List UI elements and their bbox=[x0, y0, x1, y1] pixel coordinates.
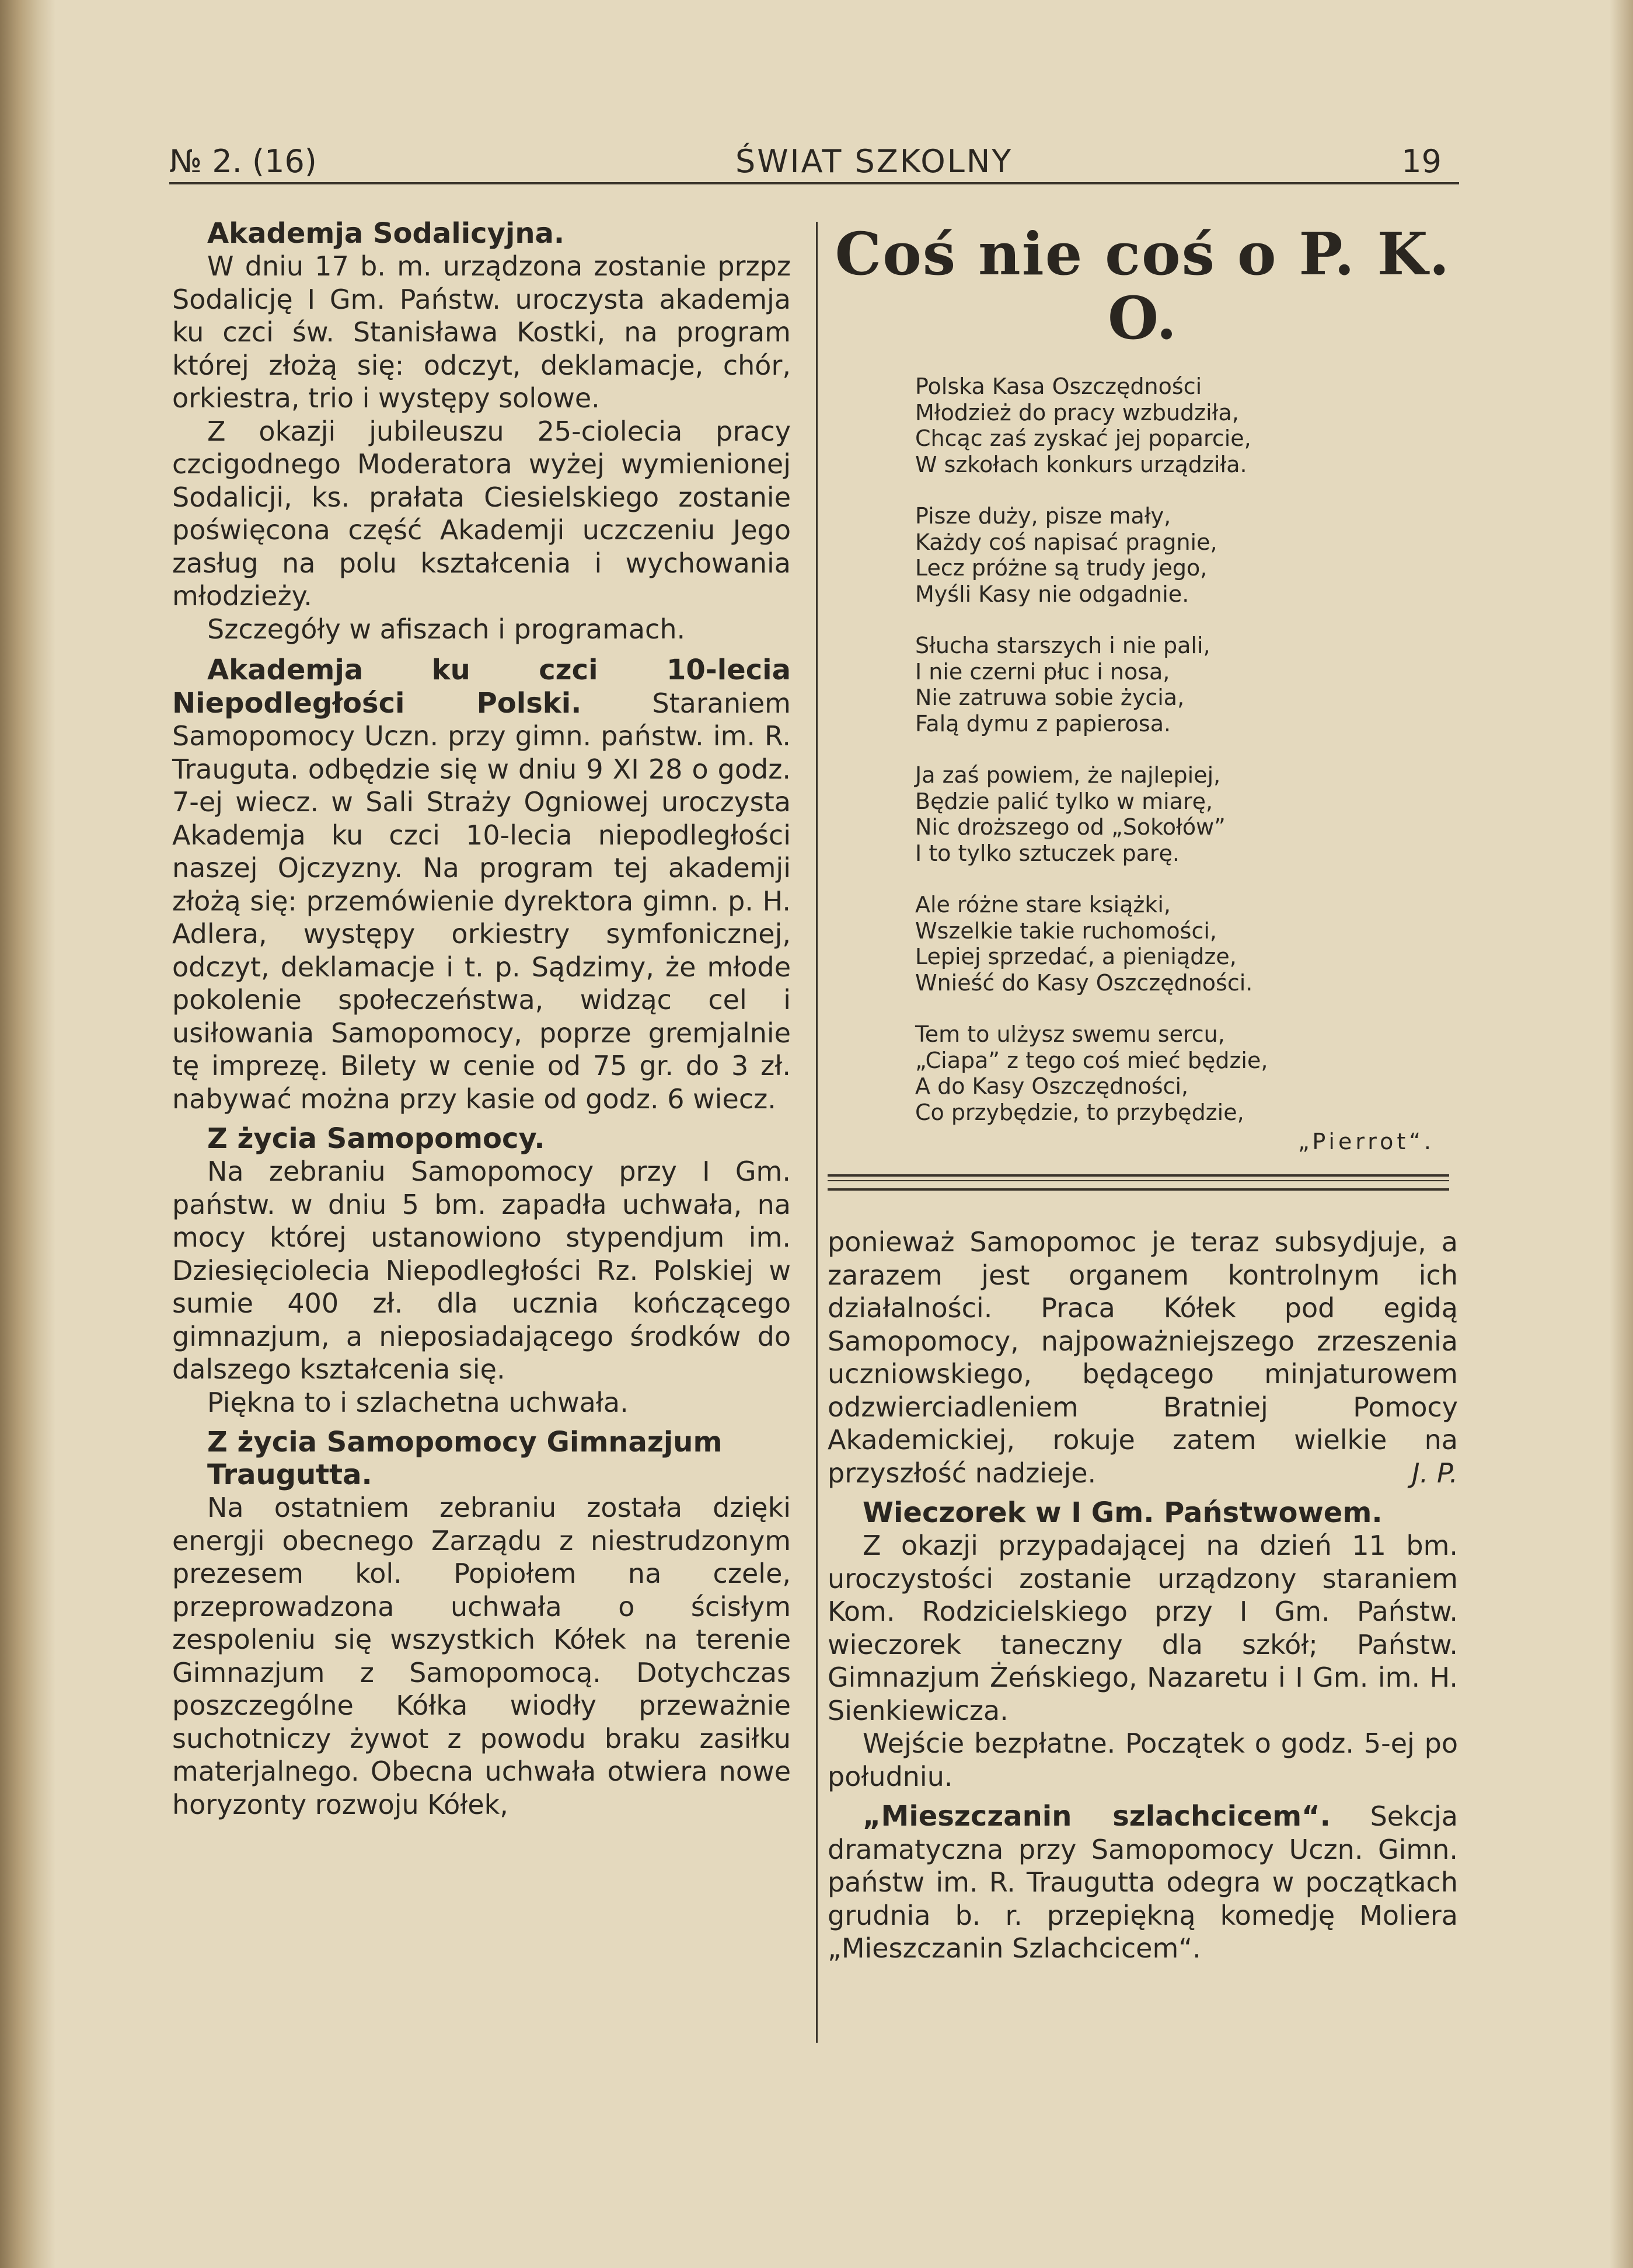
section-title-akademja-sodalicyjna: Akademja Sodalicyjna. bbox=[207, 217, 565, 250]
paragraph: W dniu 17 b. m. urządzona zostanie przpz Sodalicję I Gm. Państw. uroczysta akademja ku czci św. Stanisława Kostki, na program której złożą się: odczyt, deklamacje, chór, orkiestra, trio i występy solowe. bbox=[172, 250, 791, 414]
section-double-rule bbox=[828, 1174, 1449, 1191]
paragraph: Szczegóły w afiszach i programach. bbox=[207, 613, 686, 645]
poem-line: Każdy coś napisać pragnie, bbox=[915, 529, 1217, 555]
paragraph: Z okazji przypadającej na dzień 11 bm. uroczystości zostanie urządzony staraniem Kom. Rodzicielskiego przy I Gm. Państw. wieczorek taneczny dla szkół; Państw. Gimnazjum Żeńskiego, Nazaretu i I Gm. im. H. Sienkiewicza. bbox=[828, 1530, 1458, 1726]
continuation-text: ponieważ Samopomoc je teraz subsydjuje, a zarazem jest organem kontrolnym ich działalności. Praca Kółek pod egidą Samopomocy, najpoważniejszego zrzeszenia uczniowskiego, będącego minjaturowem odzwierciadleniem Bratniej Pomocy Akademickiej, rokuje zatem wielkie na przyszłość nadzieje. bbox=[828, 1226, 1458, 1489]
paragraph: Z okazji jubileuszu 25-ciolecia pracy czcigodnego Moderatora wyżej wymienionej Sodalicji, ks. prałata Ciesielskiego zostanie poświęcona część Akademji uczczeniu Jego zasług na polu kształcenia i wychowania młodzieży. bbox=[172, 415, 791, 612]
poem-line: Nic droższego od „Sokołów” bbox=[915, 814, 1226, 840]
section-title-z-zycia-samopomocy: Z życia Samopomocy. bbox=[207, 1122, 545, 1155]
paragraph: Piękna to i szlachetna uchwała. bbox=[207, 1386, 629, 1418]
article-mieszczanin bbox=[828, 1800, 1458, 1965]
poem-line: Falą dymu z papierosa. bbox=[915, 710, 1171, 737]
poem-line: Tem to ulżysz swemu sercu, bbox=[915, 1021, 1225, 1047]
right-column-lower bbox=[828, 1226, 1458, 1965]
poem-line: Nie zatruwa sobie życia, bbox=[915, 685, 1185, 710]
poem-line: Co przybędzie, to przybędzie, bbox=[915, 1099, 1244, 1125]
poem-stanza bbox=[915, 374, 1458, 477]
poem-line: Ja zaś powiem, że najlepiej, bbox=[915, 762, 1221, 788]
poem-block bbox=[828, 210, 1458, 1159]
poem-line: I to tylko sztuczek parę. bbox=[915, 840, 1180, 866]
poem-title: Coś nie coś o P. K. O. bbox=[835, 219, 1451, 353]
poem-line: Lecz próżne są trudy jego, bbox=[915, 555, 1208, 581]
paragraph: Wejście bezpłatne. Początek o godz. 5-ej po południu. bbox=[828, 1728, 1458, 1792]
section-title-mieszczanin: „Mieszczanin szlachcicem“. bbox=[863, 1800, 1331, 1833]
paragraph: Na zebraniu Samopomocy przy I Gm. państw. w dniu 5 bm. zapadła uchwała, na mocy której ustanowiono stypendjum im. Dziesięciolecia Niepodległości Rz. Polskiej w sumie 400 zł. dla ucznia kończącego gimnazjum, a nieposiadającego środków do dalszego kształcenia się. bbox=[172, 1156, 791, 1385]
poem-line: Pisze duży, pisze mały, bbox=[915, 503, 1171, 529]
poem-line: Myśli Kasy nie odgadnie. bbox=[915, 581, 1189, 607]
article-body: Sekcja dramatyczna przy Samopomocy Uczn. Gimn. państw im. R. Traugutta odegra w początkach grudnia b. r. przepiękną komedję Moliera „Mieszczanin Szlachcicem“. bbox=[828, 1801, 1458, 1964]
poem-line: Młodzież do pracy wzbudziła, bbox=[915, 399, 1239, 425]
article-body: Staraniem Samopomocy Uczn. przy gimn. państw. im. R. Trauguta. odbędzie się w dniu 9 XI 28 o godz. 7-ej wiecz. w Sali Straży Ogniowej uroczysta Akademja ku czci 10-lecia niepodległości naszej Ojczyzny. Na program tej akademji złożą się: przemówienie dyrektora gimn. p. H. Adlera, występy orkiestry symfonicznej, odczyt, deklamacje i t. p. Sądzimy, że młode pokolenie społeczeństwa, widząc cel i usiłowania Samopomocy, poprze gremjalnie tę imprezę. Bilety w cenie od 75 gr. do 3 zł. nabywać można przy kasie od godz. 6 wiecz. bbox=[172, 687, 791, 1115]
poem-line: Będzie palić tylko w miarę, bbox=[915, 788, 1213, 814]
poem-line: Wnieść do Kasy Oszczędności. bbox=[915, 969, 1253, 996]
section-title-akademja-niepodleglosci: Akademja ku czci 10-lecia Niepodległości Polski. bbox=[172, 654, 791, 720]
poem-line: Polska Kasa Oszczędności bbox=[915, 374, 1202, 399]
page-header bbox=[169, 131, 1459, 184]
column-divider bbox=[816, 222, 818, 2043]
poem-line: „Ciapa” z tego coś mieć będzie, bbox=[915, 1047, 1268, 1073]
poem-stanza bbox=[915, 503, 1458, 607]
paragraph: Na ostatniem zebraniu została dzięki energji obecnego Zarządu z niestrudzonym prezesem kol. Popiołem na czele, przeprowadzona uchwała o ścisłym zespoleniu się wszystkich Kółek na terenie Gimnazjum z Samopomocą. Dotychczas poszczególne Kółka wiodły przeważnie suchotniczy żywot z powodu braku zasiłku materjalnego. Obecna uchwała otwiera nowe horyzonty rozwoju Kółek, bbox=[172, 1492, 791, 1820]
poem-line: Słucha starszych i nie pali, bbox=[915, 633, 1210, 658]
article-akademja-niepodleglosci bbox=[172, 654, 791, 1115]
publication-title: ŚWIAT SZKOLNY bbox=[735, 143, 1013, 180]
poem-line: A do Kasy Oszczędności, bbox=[915, 1073, 1189, 1099]
poem-stanza bbox=[915, 1021, 1458, 1125]
binding-shadow bbox=[0, 0, 55, 2268]
poem-stanza bbox=[915, 762, 1458, 866]
section-title-wieczorek: Wieczorek w I Gm. Państwowem. bbox=[863, 1496, 1383, 1529]
poem-line: Wszelkie takie ruchomości, bbox=[915, 917, 1217, 944]
poem-line: W szkołach konkurs urządziła. bbox=[915, 451, 1247, 477]
poem-line: I nie czerni płuc i nosa, bbox=[915, 658, 1170, 685]
section-title-samopomoc-traugutta: Z życia Samopomocy Gimnazjum Traugutta. bbox=[207, 1426, 723, 1491]
poem-stanzas bbox=[828, 374, 1458, 1125]
author-initials: J. P. bbox=[1412, 1457, 1458, 1489]
left-column bbox=[172, 210, 791, 1821]
poem-line: Chcąc zaś zyskać jej poparcie, bbox=[915, 425, 1251, 451]
poem-stanza bbox=[915, 633, 1458, 737]
paragraph-continuation bbox=[828, 1226, 1458, 1489]
poem-line: Lepiej sprzedać, a pieniądze, bbox=[915, 944, 1237, 969]
issue-number: № 2. (16) bbox=[169, 143, 317, 180]
poem-line: Ale różne stare książki, bbox=[915, 892, 1171, 917]
header-rule bbox=[169, 182, 1459, 184]
page-number: 19 bbox=[1401, 143, 1442, 180]
poem-stanza bbox=[915, 892, 1458, 996]
page-edge-shadow bbox=[1610, 0, 1633, 2268]
poem-signature: „Pierrot“. bbox=[1297, 1129, 1435, 1154]
